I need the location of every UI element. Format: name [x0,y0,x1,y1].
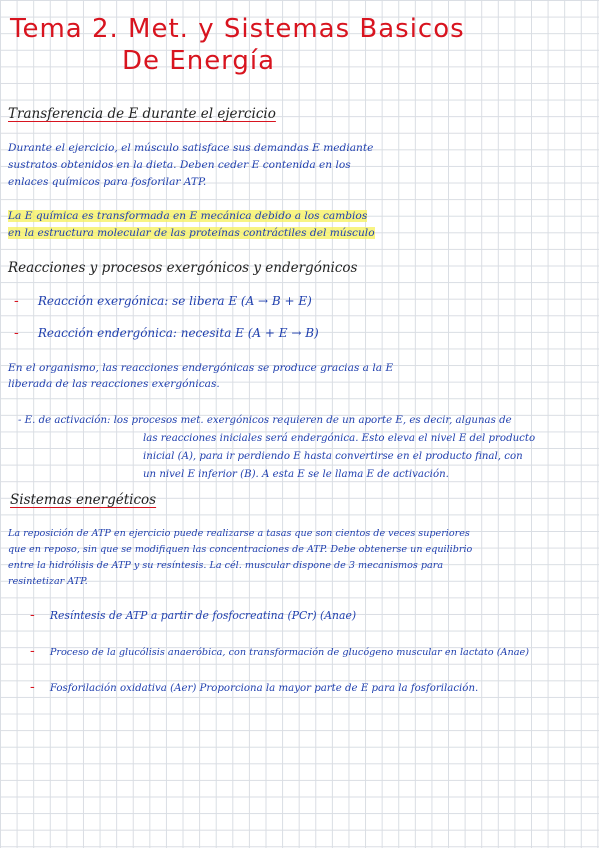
page-title: Tema 2. Met. y Sistemas Basicos [10,14,465,44]
activation-line: las reacciones iniciales será endergónica. Esto eleva el nivel E del producto [143,433,536,444]
list-item: - Reacción endergónica: necesita E (A + E → B) [14,325,319,341]
section-heading-reacciones: Reacciones y procesos exergónicos y endergónicos [8,260,358,276]
dash-bullet-icon: - [30,679,35,695]
highlighted-paragraph-line: La E química es transformada en E mecánica debido a los cambios [8,210,368,222]
paragraph-line: resintetizar ATP. [8,576,88,587]
paragraph-line: enlaces químicos para fosforilar ATP. [8,176,207,188]
paragraph-line: sustratos obtenidos en la dieta. Deben ceder E contenida en los [8,159,351,171]
activation-line: inicial (A), para ir perdiendo E hasta convertirse en el producto final, con [143,451,523,462]
list-item: - Proceso de la glucólisis anaeróbica, con transformación de glucógeno muscular en lactato (Anae) [30,643,530,659]
paragraph-line: liberada de las reacciones exergónicas. [8,378,220,390]
dash-bullet-icon: - [14,325,19,341]
paragraph-line: que en reposo, sin que se modifiquen las concentraciones de ATP. Debe obtenerse un equilibrio [8,544,473,555]
dash-bullet-icon: - [30,643,35,659]
section-heading-transferencia: Transferencia de E durante el ejercicio [8,106,276,122]
paragraph-line: En el organismo, las reacciones endergónicas se produce gracias a la E [8,362,394,374]
list-item: - Fosforilación oxidativa (Aer) Proporciona la mayor parte de E para la fosforilación. [30,679,479,695]
dash-bullet-icon: - [30,607,35,623]
activation-line: - E. de activación: los procesos met. exergónicos requieren de un aporte E, es decir, algunas de [18,415,512,426]
page-subtitle: De Energía [122,46,276,76]
paragraph-line: La reposición de ATP en ejercicio puede realizarse a tasas que son cientos de veces superiores [8,528,470,539]
highlighted-paragraph-line: en la estructura molecular de las proteínas contráctiles del músculo [8,227,375,239]
list-item: - Resíntesis de ATP a partir de fosfocreatina (PCr) (Anae) [30,607,357,623]
section-heading-sistemas: Sistemas energéticos [10,492,157,508]
list-item: - Reacción exergónica: se libera E (A → B + E) [14,293,312,309]
paragraph-line: Durante el ejercicio, el músculo satisface sus demandas E mediante [8,142,374,154]
activation-line: un nivel E inferior (B). A esta E se le llama E de activación. [143,469,449,480]
dash-bullet-icon: - [14,293,19,309]
paragraph-line: entre la hidrólisis de ATP y su resíntesis. La cél. muscular dispone de 3 mecanismos para [8,560,444,571]
